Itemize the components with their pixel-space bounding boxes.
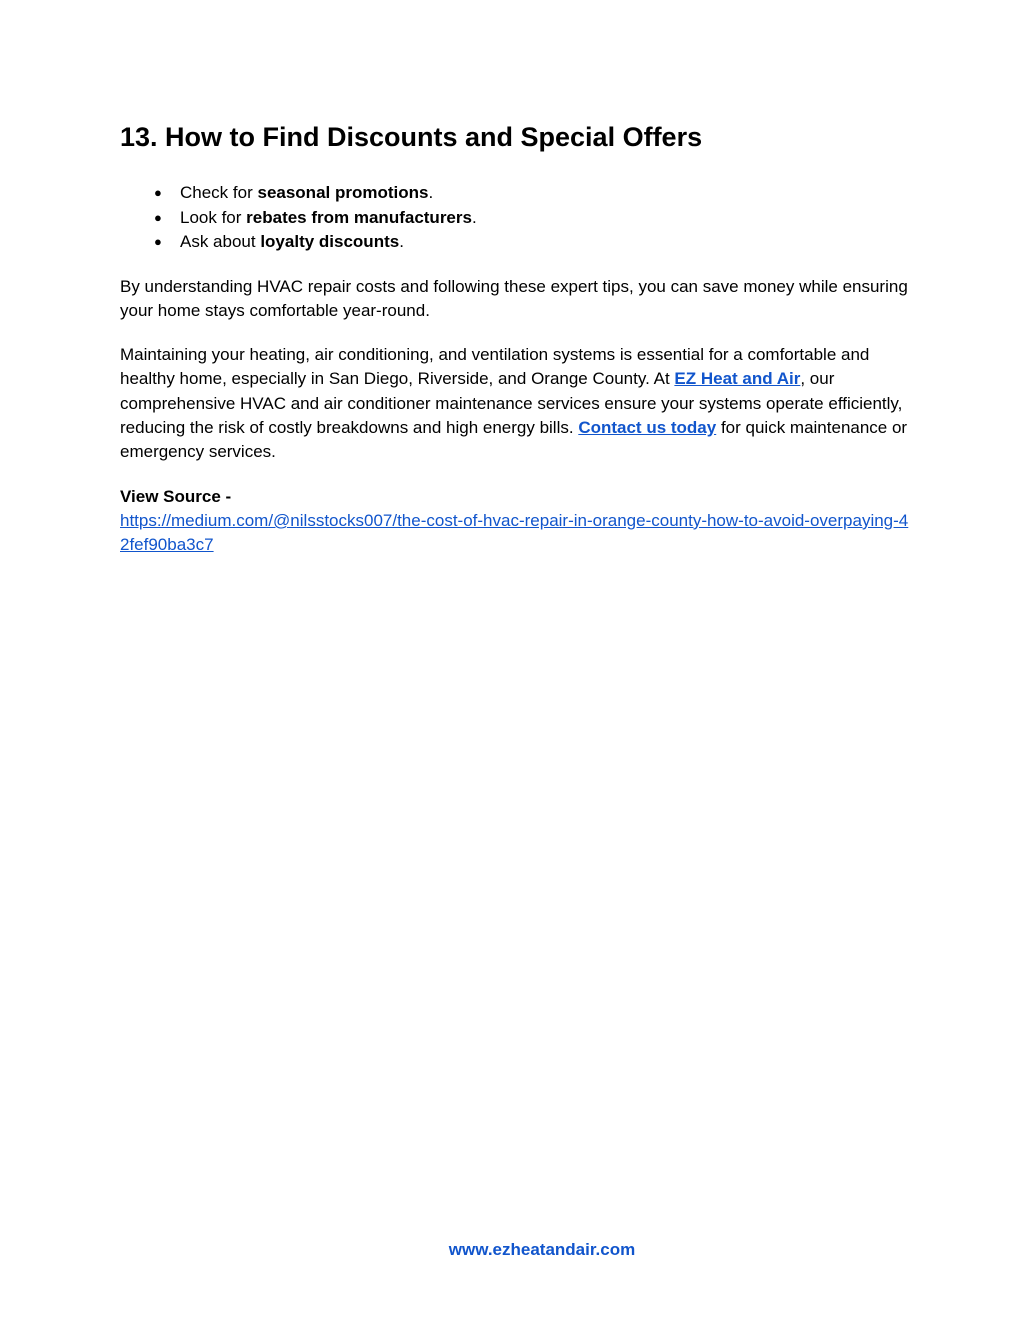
list-item-prefix: Look for — [180, 207, 247, 227]
contact-us-link[interactable]: Contact us today — [578, 417, 717, 437]
list-item-prefix: Check for — [180, 183, 258, 202]
summary-paragraph: By understanding HVAC repair costs and following these expert tips, you can save money while ensuring your home stays comfortable year-round. — [120, 276, 908, 320]
discount-tips-list — [120, 181, 910, 255]
ez-heat-and-air-link[interactable]: EZ Heat and Air — [674, 369, 801, 389]
list-item-bold: rebates from manufacturers — [246, 207, 472, 227]
services-text-3: for quick maintenance or emergency services. — [120, 417, 908, 462]
services-text-1: Maintaining your heating, air conditioning, and ventilation systems is essential for a comfortable and healthy home, especially in San Diego, Riverside, and Orange County. At — [120, 345, 870, 389]
list-item — [154, 206, 910, 231]
bullet-icon: ● — [154, 234, 162, 249]
list-item-suffix: . — [399, 232, 404, 251]
footer-website[interactable]: www.ezheatandair.com — [448, 1240, 636, 1259]
list-item-bold: seasonal promotions — [257, 183, 429, 202]
list-item-suffix: . — [428, 183, 434, 202]
list-item-prefix: Ask about — [180, 232, 261, 251]
bullet-icon: ● — [154, 185, 162, 200]
list-item — [154, 181, 910, 206]
document-page — [120, 118, 910, 557]
view-source — [120, 485, 910, 558]
services-text-2: , our comprehensive HVAC and air conditioner maintenance services ensure your systems operate efficiently, reducing the risk of costly breakdowns and high energy bills. — [120, 369, 903, 437]
list-item — [154, 230, 910, 255]
list-item-suffix: . — [471, 207, 477, 227]
bullet-icon: ● — [154, 209, 162, 225]
section-heading: 13. How to Find Discounts and Special Offers — [120, 122, 703, 152]
services-paragraph — [120, 343, 910, 464]
view-source-label: View Source - — [120, 486, 232, 506]
list-item-bold: loyalty discounts — [260, 232, 400, 251]
source-url-link[interactable]: https://medium.com/@nilsstocks007/the-cost-of-hvac-repair-in-orange-county-how-to-avoid-overpaying-42fef90ba3c7 — [120, 510, 909, 555]
